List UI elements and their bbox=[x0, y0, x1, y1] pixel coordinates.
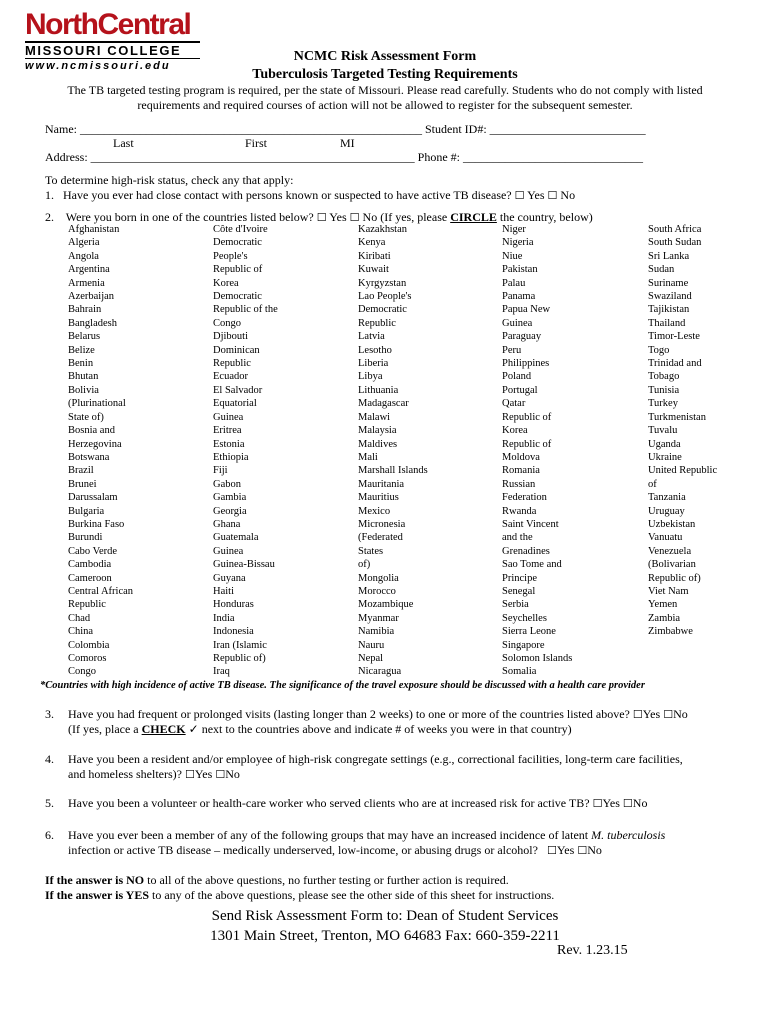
country-list-item[interactable]: Mauritius bbox=[358, 492, 399, 504]
q2-no: No bbox=[362, 210, 378, 224]
country-list-item[interactable]: Bosnia and bbox=[68, 425, 115, 437]
country-list-item[interactable]: Fiji bbox=[213, 465, 228, 477]
country-column-3 bbox=[358, 223, 428, 679]
country-list-item[interactable]: States bbox=[358, 545, 384, 557]
country-list-item[interactable]: Iraq bbox=[213, 666, 230, 678]
country-list-item[interactable]: Guinea bbox=[213, 411, 244, 423]
q6-no: No bbox=[587, 843, 602, 857]
country-list-item[interactable]: Burundi bbox=[68, 532, 103, 544]
country-list-item[interactable]: Haiti bbox=[213, 585, 234, 597]
country-list-item[interactable]: Guyana bbox=[213, 572, 246, 584]
country-list-item[interactable]: Congo bbox=[68, 666, 97, 678]
question-4 bbox=[45, 752, 745, 784]
country-list-item[interactable]: Lithuania bbox=[358, 384, 399, 396]
country-list-item[interactable]: Russian bbox=[502, 478, 536, 490]
country-list-item[interactable]: Tobago bbox=[648, 371, 680, 383]
checkbox-icon[interactable]: ☐ bbox=[622, 797, 633, 810]
country-list-item[interactable]: Kazakhstan bbox=[358, 224, 407, 235]
country-list-item[interactable]: Trinidad and bbox=[648, 358, 702, 370]
country-list-item[interactable]: Armenia bbox=[68, 277, 105, 289]
country-list-item[interactable]: Algeria bbox=[68, 237, 100, 249]
country-list-item[interactable]: Afghanistan bbox=[68, 224, 120, 235]
name-first-label: First bbox=[245, 136, 268, 150]
country-list-item[interactable]: Togo bbox=[648, 344, 670, 356]
checkbox-icon[interactable]: ☐ bbox=[349, 211, 360, 224]
question-5 bbox=[45, 796, 745, 812]
country-list-item[interactable]: Azerbaijan bbox=[68, 291, 115, 303]
country-list-item[interactable]: Turkmenistan bbox=[648, 411, 706, 423]
country-list-item[interactable]: Romania bbox=[502, 465, 540, 477]
country-list-item[interactable]: Belize bbox=[68, 344, 95, 356]
country-list-item[interactable]: Côte d'Ivoire bbox=[213, 224, 268, 235]
answer-no-bold: If the answer is NO bbox=[45, 873, 145, 887]
country-list-item[interactable]: Bulgaria bbox=[68, 505, 105, 517]
country-list-item[interactable]: Niger bbox=[502, 224, 526, 235]
country-list-item[interactable]: Republic of the bbox=[213, 304, 278, 316]
name-last-label: Last bbox=[113, 136, 134, 150]
country-list-item[interactable]: Senegal bbox=[502, 585, 536, 597]
country-list-item[interactable]: Republic of) bbox=[648, 572, 701, 584]
country-list-item[interactable]: Rwanda bbox=[502, 505, 537, 517]
country-column-2 bbox=[213, 223, 278, 679]
country-list-item[interactable]: Cambodia bbox=[68, 559, 112, 571]
country-list-item[interactable]: Colombia bbox=[68, 639, 110, 651]
logo-college: MISSOURI COLLEGE bbox=[25, 41, 200, 59]
country-list-item[interactable]: Democratic bbox=[358, 304, 407, 316]
checkmark-icon: ✓ bbox=[188, 722, 199, 736]
country-list-item[interactable]: Comoros bbox=[68, 653, 107, 664]
q3-number: 3. bbox=[45, 707, 54, 721]
country-list-item[interactable]: Sri Lanka bbox=[648, 250, 690, 262]
country-list-item[interactable]: Guinea-Bissau bbox=[213, 559, 275, 571]
country-list-item[interactable]: Poland bbox=[502, 371, 532, 383]
answer-yes-bold: If the answer is YES bbox=[45, 888, 150, 902]
country-list-item[interactable]: Pakistan bbox=[502, 264, 538, 276]
country-list-item[interactable]: Indonesia bbox=[213, 626, 254, 638]
country-list-item[interactable]: Cabo Verde bbox=[68, 545, 118, 557]
country-list-item[interactable]: Djibouti bbox=[213, 331, 249, 343]
country-list-item[interactable]: Mauritania bbox=[358, 478, 405, 490]
country-list-item[interactable]: Angola bbox=[68, 250, 99, 262]
q5-no: No bbox=[632, 796, 648, 810]
country-list-item[interactable]: Papua New bbox=[502, 304, 551, 316]
country-list-item[interactable]: (Federated bbox=[358, 532, 403, 544]
answer-no-text: to all of the above questions, no further testing or further action is required. bbox=[147, 873, 509, 887]
q1-text: Have you ever had close contact with persons known or suspected to have active TB disease? bbox=[63, 188, 512, 202]
country-list-item[interactable]: Turkey bbox=[648, 398, 678, 410]
answer-yes-note bbox=[45, 888, 554, 903]
question-3 bbox=[45, 707, 745, 739]
form-subtitle: Tuberculosis Targeted Testing Requirements bbox=[252, 67, 518, 82]
q2-circle: CIRCLE bbox=[450, 210, 497, 224]
country-list-item[interactable]: Serbia bbox=[502, 599, 529, 611]
form-title: NCMC Risk Assessment Form bbox=[293, 49, 477, 64]
country-list-item[interactable]: Namibia bbox=[358, 626, 395, 638]
country-list-item[interactable]: Portugal bbox=[502, 384, 538, 396]
country-list-item[interactable]: United Republic bbox=[648, 465, 718, 477]
country-list-item[interactable]: People's bbox=[213, 250, 248, 262]
q2-tail-b: the country, below) bbox=[499, 210, 593, 224]
country-list-item[interactable]: Estonia bbox=[213, 438, 245, 450]
country-list-item[interactable]: Morocco bbox=[358, 585, 396, 597]
country-column-1 bbox=[68, 223, 133, 679]
country-list-item[interactable]: Republic bbox=[68, 599, 106, 611]
country-list-item[interactable]: Equatorial bbox=[213, 398, 257, 410]
country-list-item[interactable]: Swaziland bbox=[648, 291, 692, 303]
q1-yes: Yes bbox=[527, 188, 545, 202]
send-to-line: Send Risk Assessment Form to: Dean of Student Services bbox=[211, 908, 559, 924]
checkbox-icon[interactable]: ☐ bbox=[215, 768, 226, 781]
country-list-item[interactable]: of) bbox=[358, 559, 371, 571]
country-list-item[interactable]: Micronesia bbox=[358, 518, 406, 530]
country-list-item[interactable]: Niue bbox=[502, 250, 523, 262]
country-list-item[interactable]: Republic bbox=[358, 317, 396, 329]
revision-label: Rev. 1.23.15 bbox=[557, 943, 628, 958]
country-list-item[interactable]: Sao Tome and bbox=[502, 559, 562, 571]
country-list-item[interactable]: Thailand bbox=[648, 317, 686, 329]
country-list-item[interactable]: Sudan bbox=[648, 264, 675, 276]
country-list-item[interactable]: Bhutan bbox=[68, 371, 99, 383]
country-list-item[interactable]: Guinea bbox=[502, 317, 533, 329]
q6-text: Have you ever been a member of any of the following groups that may have an increased incidence of latent bbox=[68, 828, 589, 842]
country-list-item[interactable]: Paraguay bbox=[502, 331, 542, 343]
country-list-item[interactable]: Latvia bbox=[358, 331, 385, 343]
country-list-item[interactable]: Moldova bbox=[502, 451, 540, 463]
country-list-item[interactable]: Somalia bbox=[502, 666, 537, 678]
country-list-item[interactable]: Nauru bbox=[358, 639, 385, 651]
country-list-item[interactable]: Cameroon bbox=[68, 572, 112, 584]
country-list-item[interactable]: Lesotho bbox=[358, 344, 392, 356]
country-list-item[interactable]: Guatemala bbox=[213, 532, 259, 544]
country-list-item[interactable]: of bbox=[648, 478, 657, 490]
country-list-item[interactable]: and the bbox=[502, 532, 533, 544]
country-list-item[interactable]: Tuvalu bbox=[648, 425, 678, 437]
country-list-item[interactable]: Zimbabwe bbox=[648, 626, 693, 638]
q4-no: No bbox=[225, 767, 240, 781]
country-list-item[interactable]: El Salvador bbox=[213, 384, 263, 396]
country-list-item[interactable]: Republic bbox=[213, 358, 251, 370]
country-list-item[interactable]: Nicaragua bbox=[358, 666, 402, 678]
checkbox-icon[interactable]: ☐ bbox=[632, 708, 643, 721]
country-list-item[interactable]: (Plurinational bbox=[68, 398, 126, 410]
country-list-item[interactable]: Georgia bbox=[213, 505, 247, 517]
country-list-item[interactable]: Nigeria bbox=[502, 237, 534, 249]
country-list-item[interactable]: Herzegovina bbox=[68, 438, 122, 450]
q1-number: 1. bbox=[45, 188, 54, 202]
checkbox-icon[interactable]: ☐ bbox=[577, 844, 588, 857]
q6-organism: M. tuberculosis bbox=[591, 828, 666, 842]
q3-text: Have you had frequent or prolonged visits (lasting longer than 2 weeks) to one or more of the countries listed above? bbox=[68, 707, 630, 721]
q4-yes: Yes bbox=[194, 767, 213, 781]
country-list-item[interactable]: Venezuela bbox=[648, 545, 692, 557]
country-list-item[interactable]: Kenya bbox=[358, 237, 386, 249]
country-list-item[interactable]: Seychelles bbox=[502, 612, 547, 624]
country-list-item[interactable]: Ecuador bbox=[213, 371, 248, 383]
country-list-item[interactable]: Maldives bbox=[358, 438, 398, 450]
countries-note: *Countries with high incidence of active TB disease. The significance of the travel exposure should be discussed with a health care provider bbox=[40, 680, 645, 691]
checkbox-icon[interactable]: ☐ bbox=[663, 708, 674, 721]
country-list-item[interactable]: Madagascar bbox=[358, 398, 409, 410]
country-list-item[interactable]: Suriname bbox=[648, 277, 689, 289]
checkbox-icon[interactable]: ☐ bbox=[316, 211, 327, 224]
country-list-item[interactable]: Lao People's bbox=[358, 291, 412, 303]
country-list-item[interactable]: Malaysia bbox=[358, 425, 397, 437]
country-list-item[interactable]: Brazil bbox=[68, 465, 94, 477]
country-list-item[interactable]: Iran (Islamic bbox=[213, 639, 267, 651]
country-list-item[interactable]: Philippines bbox=[502, 358, 550, 370]
country-list-item[interactable]: Mongolia bbox=[358, 572, 399, 584]
logo-name: NorthCentral bbox=[25, 8, 191, 41]
q5-number: 5. bbox=[45, 796, 54, 810]
country-list-item[interactable]: Republic of bbox=[502, 411, 552, 423]
country-list-item[interactable]: (Bolivarian bbox=[648, 559, 696, 571]
check-intro: To determine high-risk status, check any that apply: bbox=[45, 173, 294, 187]
country-list-item[interactable]: Botswana bbox=[68, 451, 110, 463]
q2-yes: Yes bbox=[329, 210, 347, 224]
country-list-item[interactable]: Burkina Faso bbox=[68, 518, 125, 530]
country-list-item[interactable]: Uganda bbox=[648, 438, 681, 450]
question-1 bbox=[45, 188, 575, 203]
country-list-item[interactable]: Singapore bbox=[502, 639, 545, 651]
country-list-item[interactable]: Qatar bbox=[502, 398, 526, 410]
q4-text: Have you been a resident and/or employee of high-risk congregate settings (e.g., correctional facilities, long-term care facilities, bbox=[68, 752, 683, 766]
country-list-item[interactable]: Tunisia bbox=[648, 384, 680, 396]
country-list-item[interactable]: Bangladesh bbox=[68, 317, 117, 329]
country-list-item[interactable]: Bahrain bbox=[68, 304, 102, 316]
country-list-item[interactable]: Liberia bbox=[358, 358, 389, 370]
q6-yes: Yes bbox=[556, 843, 575, 857]
country-list-item[interactable]: Belarus bbox=[68, 331, 101, 343]
country-list-item[interactable]: South Africa bbox=[648, 224, 702, 235]
country-list-item[interactable]: Zambia bbox=[648, 612, 681, 624]
country-list-item[interactable]: Kiribati bbox=[358, 250, 391, 262]
country-list-item[interactable]: China bbox=[68, 626, 94, 638]
q2-number: 2. bbox=[45, 210, 54, 224]
country-list-item[interactable]: Myanmar bbox=[358, 612, 399, 624]
country-list-item[interactable]: Solomon Islands bbox=[502, 653, 573, 664]
country-list-item[interactable]: Chad bbox=[68, 612, 91, 624]
country-list-item[interactable]: Dominican bbox=[213, 344, 260, 356]
logo-web: www.ncmissouri.edu bbox=[25, 60, 171, 72]
country-list-item[interactable]: Korea bbox=[502, 425, 528, 437]
country-list-item[interactable]: Darussalam bbox=[68, 492, 118, 504]
country-list-item[interactable]: Argentina bbox=[68, 264, 110, 276]
country-list-item[interactable]: Nepal bbox=[358, 653, 384, 664]
country-list-item[interactable]: Democratic bbox=[213, 291, 262, 303]
country-list-item[interactable]: Gambia bbox=[213, 492, 247, 504]
country-list-item[interactable]: Honduras bbox=[213, 599, 254, 611]
country-list-item[interactable]: India bbox=[213, 612, 235, 624]
country-column-4 bbox=[502, 223, 572, 679]
name-mi-label: MI bbox=[340, 136, 355, 150]
country-list-item[interactable]: Ethiopia bbox=[213, 451, 249, 463]
checkbox-icon[interactable]: ☐ bbox=[546, 844, 557, 857]
country-list-item[interactable]: State of) bbox=[68, 411, 104, 423]
country-list-item[interactable]: Bolivia bbox=[68, 384, 99, 396]
intro-text: The TB targeted testing program is required, per the state of Missouri. Please read carefully. Students who do not comply with listed requirements and required courses of action will not be allowed to register for the subsequent semester. bbox=[67, 83, 703, 112]
country-list-item[interactable]: Kyrgyzstan bbox=[358, 277, 407, 289]
send-address: 1301 Main Street, Trenton, MO 64683 Fax: 660-359-2211 bbox=[210, 928, 560, 944]
q3-no: No bbox=[673, 707, 688, 721]
country-list-item[interactable]: South Sudan bbox=[648, 237, 702, 249]
q3-line2a: (If yes, place a bbox=[68, 722, 139, 736]
country-list-item[interactable]: Libya bbox=[358, 371, 383, 383]
country-list-item[interactable]: Peru bbox=[502, 344, 522, 356]
country-list-item[interactable]: Tanzania bbox=[648, 492, 686, 504]
q4-text-2: and homeless shelters)? bbox=[68, 767, 182, 781]
checkbox-icon[interactable]: ☐ bbox=[514, 189, 525, 202]
checkbox-icon[interactable]: ☐ bbox=[547, 189, 558, 202]
q6-number: 6. bbox=[45, 828, 54, 842]
country-list-item[interactable]: Uruguay bbox=[648, 505, 685, 517]
country-list-item[interactable]: Federation bbox=[502, 492, 547, 504]
q5-text: Have you been a volunteer or health-care worker who served clients who are at increased risk for active TB? bbox=[68, 796, 590, 810]
country-list-item[interactable]: Sierra Leone bbox=[502, 626, 556, 638]
country-list-item[interactable]: Republic of bbox=[213, 264, 263, 276]
country-list-item[interactable]: Viet Nam bbox=[648, 585, 689, 597]
country-list-item[interactable]: Brunei bbox=[68, 478, 97, 490]
country-list-item[interactable]: Central African bbox=[68, 585, 134, 597]
country-list-item[interactable]: Republic of bbox=[502, 438, 552, 450]
country-list-item[interactable]: Timor-Leste bbox=[648, 331, 700, 343]
country-list-item[interactable]: Ghana bbox=[213, 518, 241, 530]
country-list-item[interactable]: Eritrea bbox=[213, 425, 242, 437]
q3-check: CHECK bbox=[141, 722, 186, 736]
q2-text: Were you born in one of the countries listed below? bbox=[65, 210, 314, 224]
country-list-item[interactable]: Kuwait bbox=[358, 264, 389, 276]
q3-line2b: next to the countries above and indicate # of weeks you were in that country) bbox=[201, 722, 572, 736]
q1-no: No bbox=[560, 188, 576, 202]
country-list-item[interactable]: Mali bbox=[358, 451, 378, 463]
country-list-item[interactable]: Uzbekistan bbox=[648, 518, 696, 530]
question-6 bbox=[45, 828, 745, 860]
country-list-item[interactable]: Benin bbox=[68, 358, 94, 370]
address-field[interactable]: Address: ______________________________________________________ Phone #: ______________________________ bbox=[45, 150, 643, 164]
country-list-item[interactable]: Democratic bbox=[213, 237, 262, 249]
country-list-item[interactable]: Republic of) bbox=[213, 653, 266, 664]
country-list-item[interactable]: Principe bbox=[502, 572, 537, 584]
country-list-item[interactable]: Tajikistan bbox=[648, 304, 690, 316]
checkbox-icon[interactable]: ☐ bbox=[184, 768, 195, 781]
country-column-5 bbox=[648, 223, 717, 639]
country-list-item[interactable]: Gabon bbox=[213, 478, 241, 490]
country-list-item[interactable]: Palau bbox=[502, 277, 526, 289]
answer-yes-text: to any of the above questions, please see the other side of this sheet for instructions. bbox=[152, 888, 555, 902]
q4-number: 4. bbox=[45, 752, 54, 766]
country-list-item[interactable]: Mexico bbox=[358, 505, 391, 517]
country-list-item[interactable]: Vanuatu bbox=[648, 532, 683, 544]
country-list-item[interactable]: Guinea bbox=[213, 545, 244, 557]
answer-no-note bbox=[45, 873, 509, 888]
country-list-item[interactable]: Grenadines bbox=[502, 545, 550, 557]
country-list-item[interactable]: Malawi bbox=[358, 411, 391, 423]
q6-text-2: infection or active TB disease – medically underserved, low-income, or abusing drugs or alcohol? bbox=[68, 843, 538, 857]
country-list-item[interactable]: Congo bbox=[213, 317, 242, 329]
checkbox-icon[interactable]: ☐ bbox=[592, 797, 603, 810]
country-list-item[interactable]: Mozambique bbox=[358, 599, 414, 611]
country-list-item[interactable]: Saint Vincent bbox=[502, 518, 559, 530]
q5-yes: Yes bbox=[602, 796, 620, 810]
country-list-item[interactable]: Marshall Islands bbox=[358, 465, 428, 477]
name-field[interactable]: Name: _________________________________________________________ Student ID#: __________________________ bbox=[45, 122, 646, 136]
country-list-item[interactable]: Yemen bbox=[648, 599, 678, 611]
q2-tail-a: (If yes, please bbox=[380, 210, 448, 224]
country-list-item[interactable]: Panama bbox=[502, 291, 536, 303]
country-list-item[interactable]: Ukraine bbox=[648, 451, 682, 463]
country-list-item[interactable]: Korea bbox=[213, 277, 239, 289]
q3-yes: Yes bbox=[642, 707, 661, 721]
